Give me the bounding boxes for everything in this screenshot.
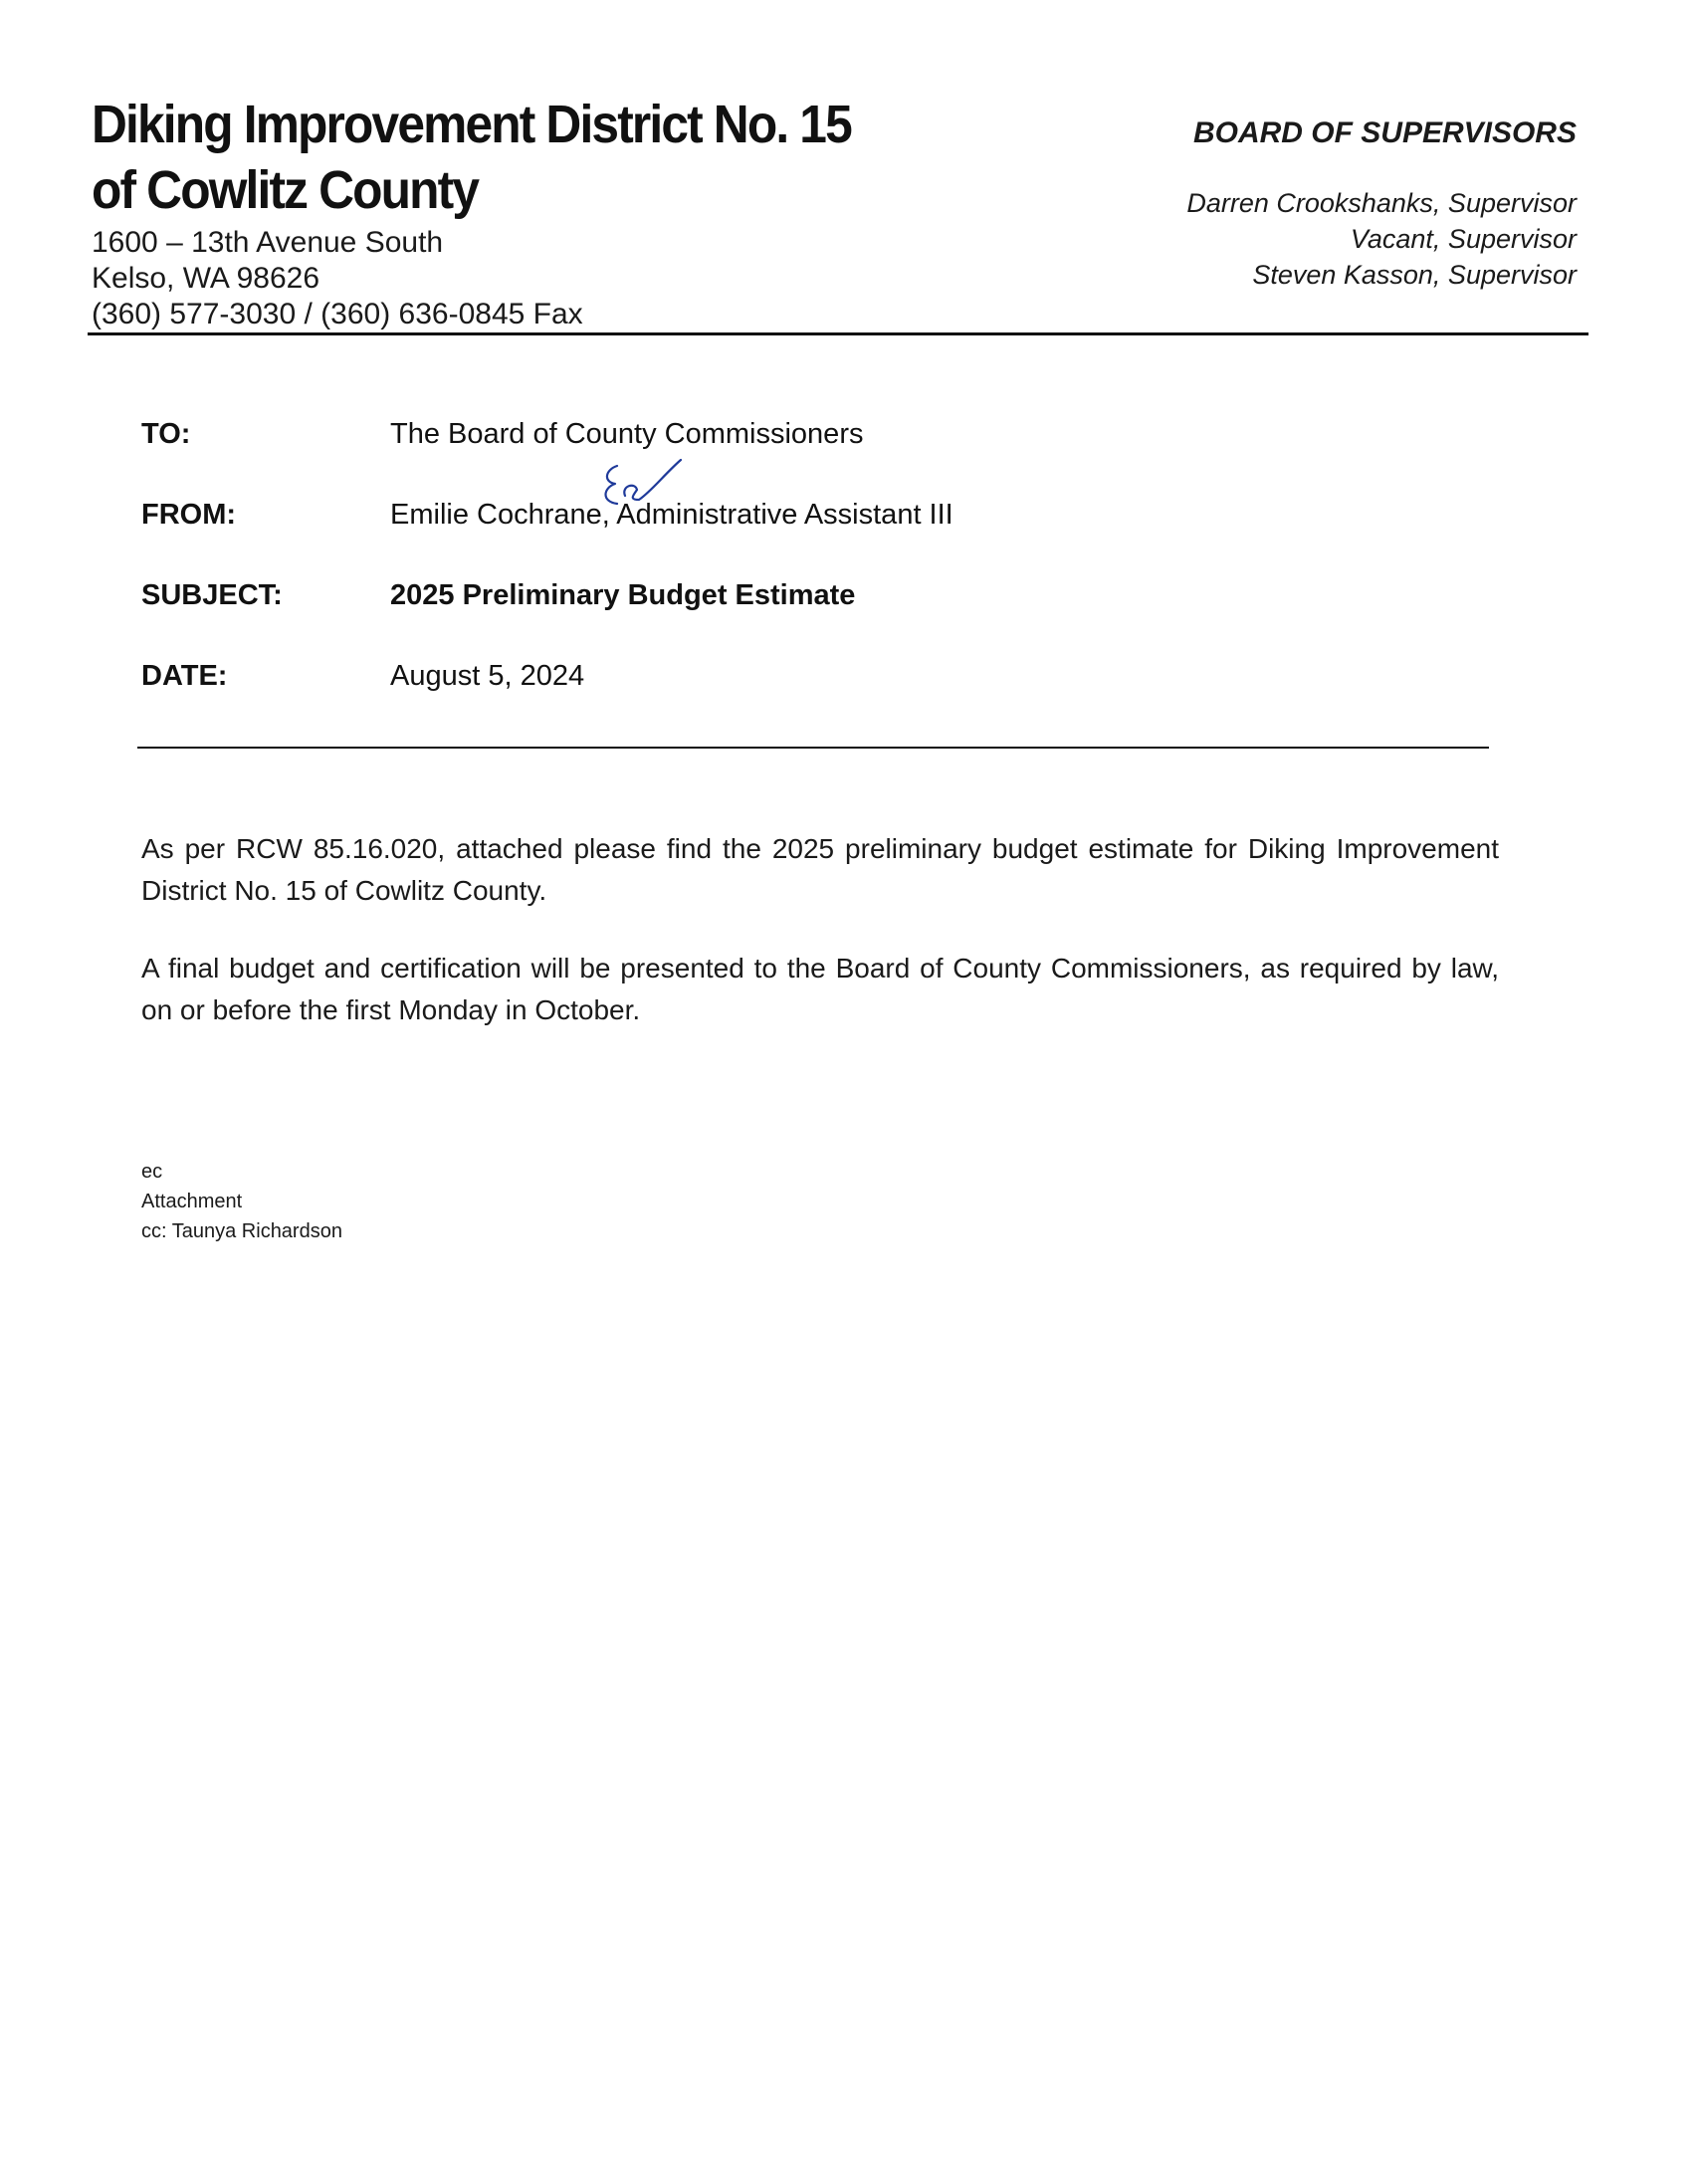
address-phone: (360) 577-3030 / (360) 636-0845 Fax <box>92 298 583 330</box>
memo-to-label: TO: <box>141 418 191 450</box>
memo-body <box>141 828 1499 1067</box>
handwritten-initials-icon <box>595 456 685 516</box>
organization-name <box>92 92 879 223</box>
memo-notations <box>141 1157 342 1246</box>
memo-from-value: Emilie Cochrane, Administrative Assistant III <box>390 499 953 531</box>
cc-note: cc: Taunya Richardson <box>141 1220 342 1242</box>
supervisor-1: Darren Crookshanks, Supervisor <box>1186 188 1577 218</box>
organization-address <box>92 225 583 332</box>
organization-name-line-1: Diking Improvement District No. 15 <box>92 95 851 154</box>
body-paragraph-1: As per RCW 85.16.020, attached please find the 2025 preliminary budget estimate for Diking Improvement District No. 15 of Cowlitz County. <box>141 833 1499 906</box>
typist-initials: ec <box>141 1161 163 1183</box>
board-of-supervisors <box>1186 115 1577 293</box>
memo-date-value: August 5, 2024 <box>390 660 585 692</box>
memo-subject-value: 2025 Preliminary Budget Estimate <box>390 579 856 611</box>
organization-name-line-2: of Cowlitz County <box>92 160 479 220</box>
enclosure-note: Attachment <box>141 1191 243 1212</box>
memo-divider <box>137 747 1489 749</box>
memo-subject-label: SUBJECT: <box>141 579 283 611</box>
board-title: BOARD OF SUPERVISORS <box>1192 116 1577 149</box>
memo-date-label: DATE: <box>141 660 228 692</box>
body-paragraph-2: A final budget and certification will be presented to the Board of County Commissioners, as required by law, on or before the first Monday in October. <box>141 953 1499 1025</box>
letterhead-divider <box>88 332 1588 335</box>
address-city: Kelso, WA 98626 <box>92 262 320 295</box>
memo-to-value: The Board of County Commissioners <box>390 418 864 450</box>
memo-from-label: FROM: <box>141 499 237 531</box>
supervisor-2: Vacant, Supervisor <box>1350 224 1577 254</box>
supervisor-3: Steven Kasson, Supervisor <box>1252 260 1577 290</box>
address-street: 1600 – 13th Avenue South <box>92 226 444 259</box>
